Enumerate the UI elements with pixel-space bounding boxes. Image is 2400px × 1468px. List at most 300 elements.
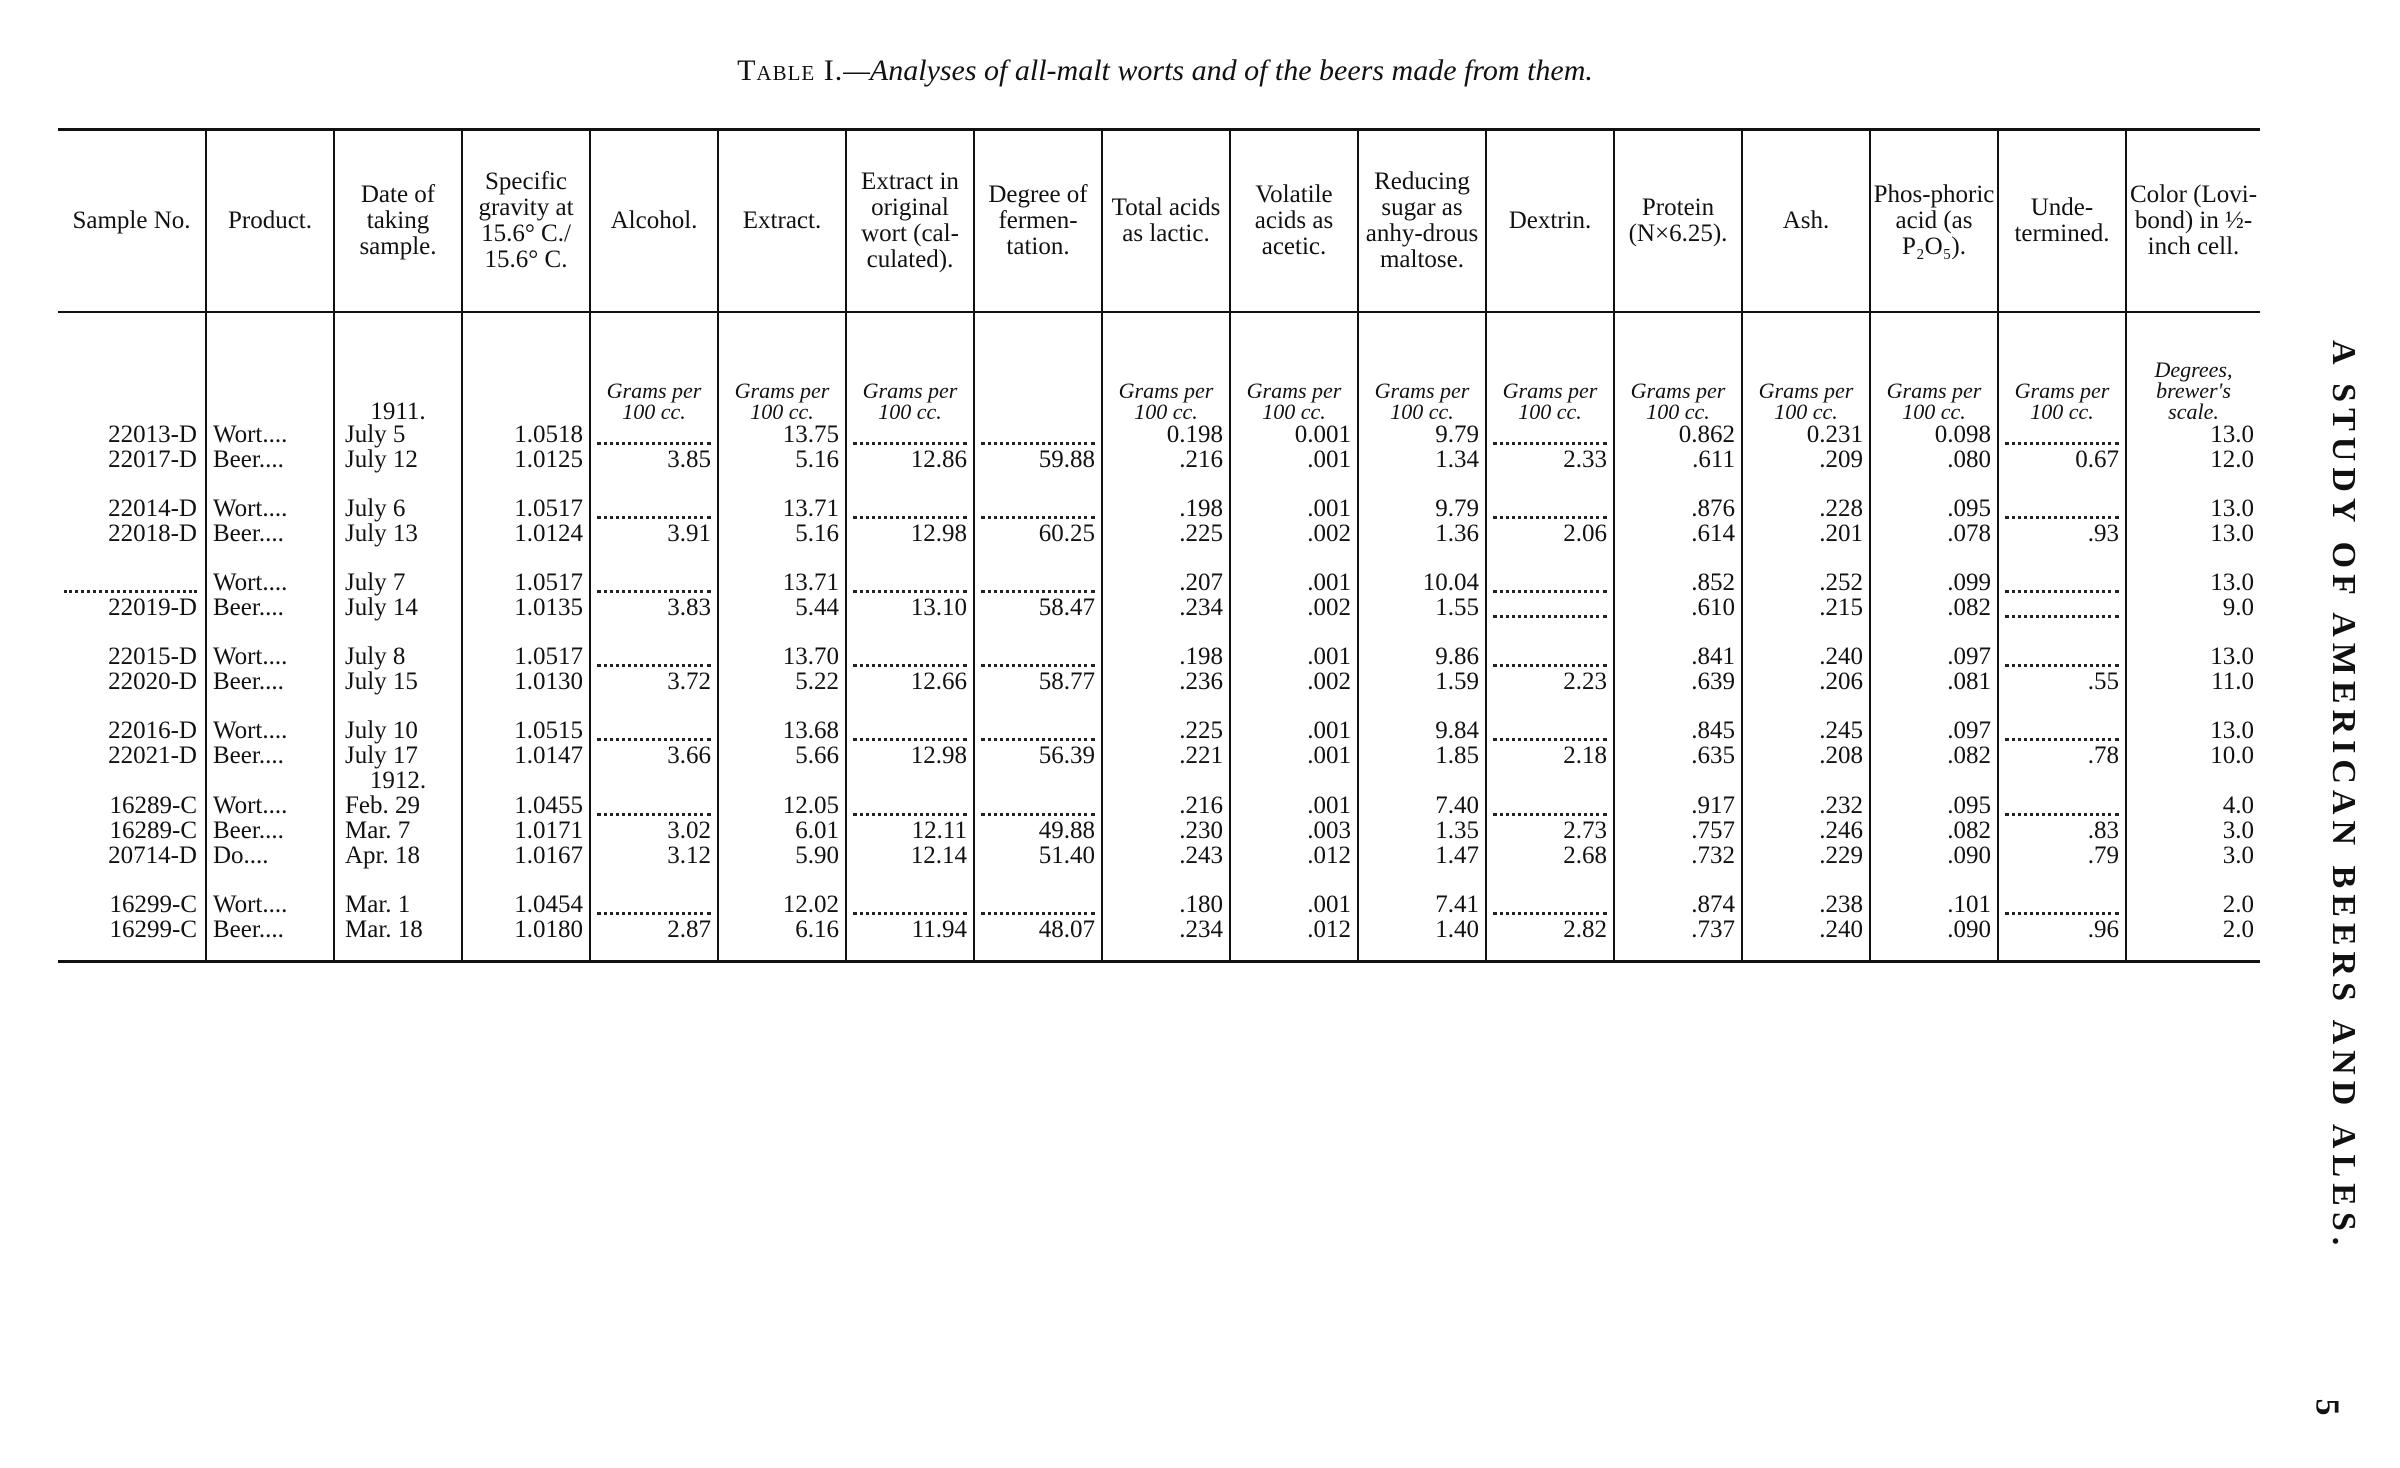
table-cell: 13.0 <box>2126 496 2260 521</box>
table-cell <box>1998 496 2126 521</box>
spacer-cell <box>1358 868 1486 892</box>
dotted-leader <box>1493 898 1607 915</box>
analysis-table <box>58 128 2260 963</box>
table-cell: 1.59 <box>1358 669 1486 694</box>
table-cell <box>846 793 974 818</box>
table-cell: .082 <box>1870 743 1998 768</box>
spacer-cell <box>334 620 462 644</box>
year-row-cell <box>1870 768 1998 793</box>
table-row <box>58 496 2260 521</box>
year-row-cell <box>1486 768 1614 793</box>
column-header: Unde-termined. <box>1998 130 2126 313</box>
table-label: Table I. <box>737 54 844 87</box>
dotted-leader <box>2005 576 2119 593</box>
table-cell: Mar. 1 <box>334 892 462 917</box>
table-cell: 56.39 <box>974 743 1102 768</box>
spacer-cell <box>2126 472 2260 496</box>
table-cell: .216 <box>1102 793 1230 818</box>
table-cell: .002 <box>1230 521 1358 546</box>
table-cell: 22021-D <box>108 742 197 769</box>
page-number: 5 <box>2308 1398 2346 1416</box>
spacer-cell <box>2126 620 2260 644</box>
table-cell: .614 <box>1614 521 1742 546</box>
spacer-cell <box>1742 868 1870 892</box>
spacer-cell <box>590 694 718 718</box>
table-cell: 22019-D <box>108 594 197 621</box>
table-cell <box>974 422 1102 447</box>
spacer-cell <box>1614 694 1742 718</box>
table-cell: .874 <box>1614 892 1742 917</box>
table-cell: 13.0 <box>2126 718 2260 743</box>
table-cell: July 12 <box>334 447 462 472</box>
spacer-cell <box>206 546 334 570</box>
spacer-cell <box>1870 868 1998 892</box>
table-cell: July 17 <box>334 743 462 768</box>
end-cell <box>58 956 206 962</box>
table-cell: Wort.... <box>206 422 334 447</box>
table-cell: .757 <box>1614 818 1742 843</box>
table-cell: 16289-C <box>109 817 197 844</box>
end-cell <box>590 956 718 962</box>
end-cell <box>1358 956 1486 962</box>
dotted-leader <box>981 898 1095 915</box>
table-cell: 16299-C <box>109 891 197 918</box>
table-cell: 10.0 <box>2126 743 2260 768</box>
dotted-leader <box>853 576 967 593</box>
spacer-cell <box>58 620 206 644</box>
table-row <box>58 669 2260 694</box>
table-cell: .228 <box>1742 496 1870 521</box>
table-cell: 6.16 <box>718 917 846 956</box>
table-cell: .240 <box>1742 917 1870 956</box>
table-cell: 12.02 <box>718 892 846 917</box>
dotted-leader <box>2005 799 2119 816</box>
table-cell: 2.68 <box>1486 843 1614 868</box>
year-row-cell <box>1998 768 2126 793</box>
table-cell: 1.0517 <box>462 570 590 595</box>
table-cell <box>590 892 718 917</box>
table-cell: Wort.... <box>206 793 334 818</box>
table-cell: Apr. 18 <box>334 843 462 868</box>
table-cell: .012 <box>1230 843 1358 868</box>
spacer-cell <box>206 868 334 892</box>
table-cell: .243 <box>1102 843 1230 868</box>
table-cell: .238 <box>1742 892 1870 917</box>
spacer-cell <box>718 546 846 570</box>
table-cell: 9.0 <box>2126 595 2260 620</box>
table-cell: .845 <box>1614 718 1742 743</box>
table-cell: .737 <box>1614 917 1742 956</box>
table-cell <box>974 793 1102 818</box>
table-cell: 1.47 <box>1358 843 1486 868</box>
table-cell: 12.05 <box>718 793 846 818</box>
dotted-leader <box>1493 650 1607 667</box>
table-cell <box>590 644 718 669</box>
column-header: Ash. <box>1742 130 1870 313</box>
table-cell: .101 <box>1870 892 1998 917</box>
unit-cell: Grams per 100 cc. <box>1486 312 1614 422</box>
table-cell: July 15 <box>334 669 462 694</box>
spacer-cell <box>1102 620 1230 644</box>
spacer-cell <box>1486 472 1614 496</box>
table-cell <box>58 570 206 595</box>
table-row <box>58 521 2260 546</box>
spacer-cell <box>1486 546 1614 570</box>
unit-cell: Grams per 100 cc. <box>1614 312 1742 422</box>
spacer-cell <box>206 472 334 496</box>
table-cell: 3.0 <box>2126 843 2260 868</box>
table-cell: Beer.... <box>206 917 334 956</box>
table-cell <box>1486 496 1614 521</box>
table-cell: 9.79 <box>1358 422 1486 447</box>
table-row <box>58 818 2260 843</box>
table-cell: .639 <box>1614 669 1742 694</box>
table-cell: .002 <box>1230 595 1358 620</box>
dotted-leader <box>853 502 967 519</box>
dotted-leader <box>2005 502 2119 519</box>
spacer-cell <box>2126 694 2260 718</box>
table-cell <box>1486 793 1614 818</box>
spacer-cell <box>1870 546 1998 570</box>
table-cell: .96 <box>1998 917 2126 956</box>
end-cell <box>1486 956 1614 962</box>
table-cell <box>1998 422 2126 447</box>
dotted-leader <box>2005 650 2119 667</box>
table-cell: .234 <box>1102 917 1230 956</box>
table-cell: 1.55 <box>1358 595 1486 620</box>
table-cell: 1.0130 <box>462 669 590 694</box>
spacer-cell <box>846 868 974 892</box>
dotted-leader <box>981 428 1095 445</box>
table-cell: .732 <box>1614 843 1742 868</box>
spacer-cell <box>846 472 974 496</box>
table-cell: Do.... <box>206 843 334 868</box>
table-cell <box>1486 718 1614 743</box>
spacer-cell <box>1230 694 1358 718</box>
spacer-cell <box>2126 868 2260 892</box>
spacer-cell <box>1230 868 1358 892</box>
table-cell: 5.22 <box>718 669 846 694</box>
spacer-cell <box>58 694 206 718</box>
year-row-cell <box>590 768 718 793</box>
dotted-leader <box>2005 428 2119 445</box>
unit-cell: Grams per 100 cc. <box>1998 312 2126 422</box>
table-row <box>58 843 2260 868</box>
table-cell: 49.88 <box>974 818 1102 843</box>
table-cell: .080 <box>1870 447 1998 472</box>
table-cell: 3.91 <box>590 521 718 546</box>
table-cell: .097 <box>1870 718 1998 743</box>
table-cell: .001 <box>1230 743 1358 768</box>
spacer-cell <box>718 868 846 892</box>
table-cell: 2.0 <box>2126 892 2260 917</box>
dotted-leader <box>597 576 711 593</box>
units-row <box>58 312 2260 422</box>
table-cell: 3.72 <box>590 669 718 694</box>
unit-cell: Grams per 100 cc. <box>1358 312 1486 422</box>
spacer-cell <box>206 694 334 718</box>
table-cell: .180 <box>1102 892 1230 917</box>
table-cell: 13.10 <box>846 595 974 620</box>
table-cell: .221 <box>1102 743 1230 768</box>
table-cell: 1.35 <box>1358 818 1486 843</box>
spacer-cell <box>718 694 846 718</box>
year-row <box>58 768 2260 793</box>
unit-cell: Grams per 100 cc. <box>846 312 974 422</box>
table-cell: .215 <box>1742 595 1870 620</box>
table-cell: .611 <box>1614 447 1742 472</box>
table-cell: Mar. 7 <box>334 818 462 843</box>
end-cell <box>1998 956 2126 962</box>
table-cell: July 13 <box>334 521 462 546</box>
dotted-leader <box>1493 428 1607 445</box>
spacer-cell <box>334 868 462 892</box>
dotted-leader <box>64 576 197 593</box>
spacer-cell <box>718 620 846 644</box>
table-cell: .225 <box>1102 521 1230 546</box>
spacer-cell <box>1870 620 1998 644</box>
table-row <box>58 644 2260 669</box>
running-head <box>2312 340 2372 1252</box>
column-header: Color (Lovi-bond) in ½-inch cell. <box>2126 130 2260 313</box>
end-cell <box>1742 956 1870 962</box>
year-row-cell <box>846 768 974 793</box>
dotted-leader <box>597 898 711 915</box>
table-cell: 1.34 <box>1358 447 1486 472</box>
spacer-cell <box>206 620 334 644</box>
table-cell: 1.36 <box>1358 521 1486 546</box>
spacer-cell <box>1102 546 1230 570</box>
table-cell: .099 <box>1870 570 1998 595</box>
table-cell: 7.41 <box>1358 892 1486 917</box>
table-cell: 3.85 <box>590 447 718 472</box>
table-cell: 1.0147 <box>462 743 590 768</box>
table-cell: 3.0 <box>2126 818 2260 843</box>
year-row-cell <box>334 768 462 793</box>
group-spacer <box>58 472 2260 496</box>
table-cell: .208 <box>1742 743 1870 768</box>
table-cell <box>1486 644 1614 669</box>
dotted-leader <box>853 428 967 445</box>
spacer-cell <box>334 472 462 496</box>
spacer-cell <box>846 620 974 644</box>
table-cell: 2.06 <box>1486 521 1614 546</box>
table-cell: 12.86 <box>846 447 974 472</box>
column-header: Extract. <box>718 130 846 313</box>
table-cell: 48.07 <box>974 917 1102 956</box>
column-header: Volatile acids as acetic. <box>1230 130 1358 313</box>
table-cell <box>1486 892 1614 917</box>
table-cell: 4.0 <box>2126 793 2260 818</box>
table-cell <box>974 892 1102 917</box>
spacer-cell <box>462 868 590 892</box>
year-label: 1912. <box>369 767 427 794</box>
spacer-cell <box>334 694 462 718</box>
column-header: Alcohol. <box>590 130 718 313</box>
spacer-cell <box>718 472 846 496</box>
unit-cell: Grams per 100 cc. <box>1102 312 1230 422</box>
table-cell: 1.0167 <box>462 843 590 868</box>
end-cell <box>846 956 974 962</box>
table-end-rule <box>58 956 2260 962</box>
spacer-cell <box>1358 472 1486 496</box>
table-cell: .230 <box>1102 818 1230 843</box>
spacer-cell <box>1998 694 2126 718</box>
table-cell <box>846 644 974 669</box>
table-cell: .012 <box>1230 917 1358 956</box>
unit-cell <box>462 312 590 422</box>
analysis-table-container <box>58 128 2260 963</box>
table-cell: 13.71 <box>718 496 846 521</box>
table-cell <box>846 892 974 917</box>
table-cell: .225 <box>1102 718 1230 743</box>
group-spacer <box>58 620 2260 644</box>
table-cell: 22020-D <box>108 668 197 695</box>
spacer-cell <box>974 472 1102 496</box>
table-cell: 3.83 <box>590 595 718 620</box>
table-cell: 1.0454 <box>462 892 590 917</box>
group-spacer <box>58 546 2260 570</box>
table-cell <box>1998 595 2126 620</box>
unit-cell <box>334 312 462 425</box>
table-cell: 11.94 <box>846 917 974 956</box>
dotted-leader <box>1493 502 1607 519</box>
dotted-leader <box>1493 799 1607 816</box>
table-cell <box>590 496 718 521</box>
table-cell: .93 <box>1998 521 2126 546</box>
table-cell: 2.33 <box>1486 447 1614 472</box>
table-cell <box>1486 570 1614 595</box>
spacer-cell <box>334 546 462 570</box>
spacer-cell <box>462 694 590 718</box>
table-body <box>58 312 2260 962</box>
table-cell: Wort.... <box>206 570 334 595</box>
dotted-leader <box>597 502 711 519</box>
spacer-cell <box>462 620 590 644</box>
table-cell: 51.40 <box>974 843 1102 868</box>
unit-cell: Degrees, brewer's scale. <box>2126 312 2260 422</box>
table-cell: 16299-C <box>109 916 197 943</box>
end-cell <box>206 956 334 962</box>
table-cell: 1.85 <box>1358 743 1486 768</box>
column-header: Total acids as lactic. <box>1102 130 1230 313</box>
table-cell <box>1998 644 2126 669</box>
dotted-leader <box>2005 601 2119 618</box>
table-cell: .001 <box>1230 718 1358 743</box>
table-cell: 13.0 <box>2126 521 2260 546</box>
table-cell: 0.098 <box>1870 422 1998 447</box>
table-cell: Beer.... <box>206 818 334 843</box>
table-cell: .001 <box>1230 644 1358 669</box>
end-cell <box>974 956 1102 962</box>
table-cell: Beer.... <box>206 743 334 768</box>
table-cell <box>1998 570 2126 595</box>
unit-cell: Grams per 100 cc. <box>1742 312 1870 422</box>
table-cell <box>974 644 1102 669</box>
spacer-cell <box>1742 620 1870 644</box>
table-cell: 1.0180 <box>462 917 590 956</box>
dotted-leader <box>597 799 711 816</box>
spacer-cell <box>1358 620 1486 644</box>
table-cell: 13.71 <box>718 570 846 595</box>
table-cell: .841 <box>1614 644 1742 669</box>
table-cell: 11.0 <box>2126 669 2260 694</box>
spacer-cell <box>58 546 206 570</box>
year-row-cell <box>58 768 206 793</box>
table-row <box>58 892 2260 917</box>
table-cell: .245 <box>1742 718 1870 743</box>
year-row-cell <box>1614 768 1742 793</box>
table-cell: 1.0171 <box>462 818 590 843</box>
year-row-cell <box>462 768 590 793</box>
end-cell <box>334 956 462 962</box>
dotted-leader <box>1493 601 1607 618</box>
table-cell: 13.68 <box>718 718 846 743</box>
table-cell <box>846 496 974 521</box>
spacer-cell <box>462 546 590 570</box>
year-row-cell <box>206 768 334 793</box>
table-cell: .234 <box>1102 595 1230 620</box>
table-cell: 13.75 <box>718 422 846 447</box>
spacer-cell <box>1742 472 1870 496</box>
spacer-cell <box>462 472 590 496</box>
table-cell: 22014-D <box>108 495 197 522</box>
table-cell: Feb. 29 <box>334 793 462 818</box>
table-cell: .082 <box>1870 818 1998 843</box>
table-cell: .198 <box>1102 644 1230 669</box>
table-cell: Beer.... <box>206 447 334 472</box>
column-header: Sample No. <box>58 130 206 313</box>
table-cell: .090 <box>1870 843 1998 868</box>
column-header: Reducing sugar as anhy-drous maltose. <box>1358 130 1486 313</box>
table-cell: .229 <box>1742 843 1870 868</box>
year-label: 1911. <box>370 398 426 425</box>
column-header: Date of taking sample. <box>334 130 462 313</box>
dotted-leader <box>2005 898 2119 915</box>
spacer-cell <box>846 546 974 570</box>
table-cell: .001 <box>1230 570 1358 595</box>
dotted-leader <box>1493 724 1607 741</box>
spacer-cell <box>1102 472 1230 496</box>
table-cell <box>846 718 974 743</box>
unit-cell: Grams per 100 cc. <box>1870 312 1998 422</box>
table-cell <box>590 718 718 743</box>
table-cell: 22013-D <box>108 421 197 448</box>
spacer-cell <box>2126 546 2260 570</box>
table-cell: .095 <box>1870 496 1998 521</box>
table-cell: 0.862 <box>1614 422 1742 447</box>
table-row <box>58 570 2260 595</box>
table-cell: 9.86 <box>1358 644 1486 669</box>
table-cell: .090 <box>1870 917 1998 956</box>
table-cell: 1.0124 <box>462 521 590 546</box>
table-cell: July 6 <box>334 496 462 521</box>
table-cell: July 5 <box>334 422 462 447</box>
table-cell: .610 <box>1614 595 1742 620</box>
column-header: Extract in original wort (cal-culated). <box>846 130 974 313</box>
table-cell: 13.70 <box>718 644 846 669</box>
unit-cell: Grams per 100 cc. <box>590 312 718 422</box>
spacer-cell <box>58 868 206 892</box>
table-cell: .232 <box>1742 793 1870 818</box>
table-cell: 2.18 <box>1486 743 1614 768</box>
end-cell <box>718 956 846 962</box>
column-header: Phos-phoric acid (as P₂O₅). <box>1870 130 1998 313</box>
table-cell: 3.12 <box>590 843 718 868</box>
dotted-leader <box>853 799 967 816</box>
table-cell: 20714-D <box>108 842 197 869</box>
spacer-cell <box>1486 694 1614 718</box>
